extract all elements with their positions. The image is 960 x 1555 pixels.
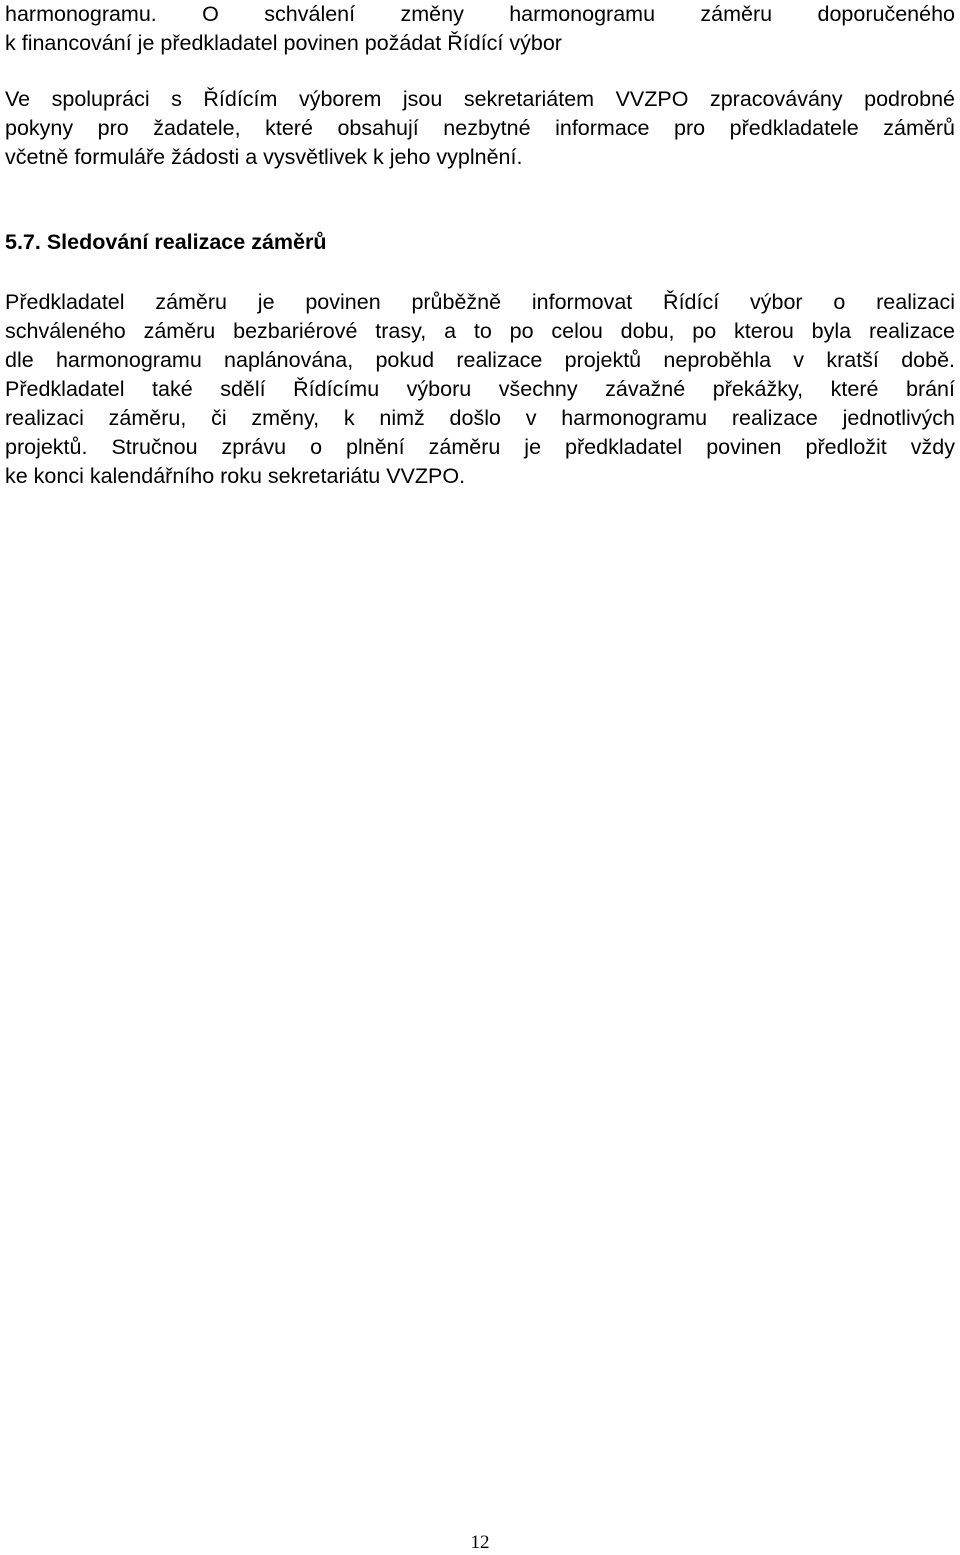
text-line: ke konci kalendářního roku sekretariátu VVZPO. [5, 464, 466, 488]
text-line: realizaci záměru, či změny, k nimž došlo v harmonogramu realizace jednotlivých [5, 406, 955, 430]
text-line: dle harmonogramu naplánována, pokud realizace projektů neproběhla v kratší době. [5, 348, 955, 372]
text-line: pokyny pro žadatele, které obsahují nezbytné informace pro předkladatele záměrů [5, 116, 955, 140]
text-line: Předkladatel také sdělí Řídícímu výboru všechny závažné překážky, které brání [5, 377, 955, 401]
page-number: 12 [470, 1532, 490, 1553]
paragraph-harmonogram-change [5, 0, 955, 58]
text-line: k financování je předkladatel povinen požádat Řídící výbor [5, 31, 562, 55]
section-heading: 5.7. Sledování realizace záměrů [5, 230, 327, 254]
paragraph-monitoring [5, 288, 955, 491]
text-line: schváleného záměru bezbariérové trasy, a to po celou dobu, po kterou byla realizace [5, 319, 955, 343]
paragraph-applicant-instructions [5, 85, 955, 172]
text-line: Předkladatel záměru je povinen průběžně informovat Řídící výbor o realizaci [5, 290, 955, 314]
text-line: včetně formuláře žádosti a vysvětlivek k jeho vyplnění. [5, 145, 523, 169]
text-line: Ve spolupráci s Řídícím výborem jsou sekretariátem VVZPO zpracovávány podrobné [5, 87, 955, 111]
text-line: harmonogramu. O schválení změny harmonogramu záměru doporučeného [5, 2, 955, 26]
text-line: projektů. Stručnou zprávu o plnění záměru je předkladatel povinen předložit vždy [5, 435, 955, 459]
